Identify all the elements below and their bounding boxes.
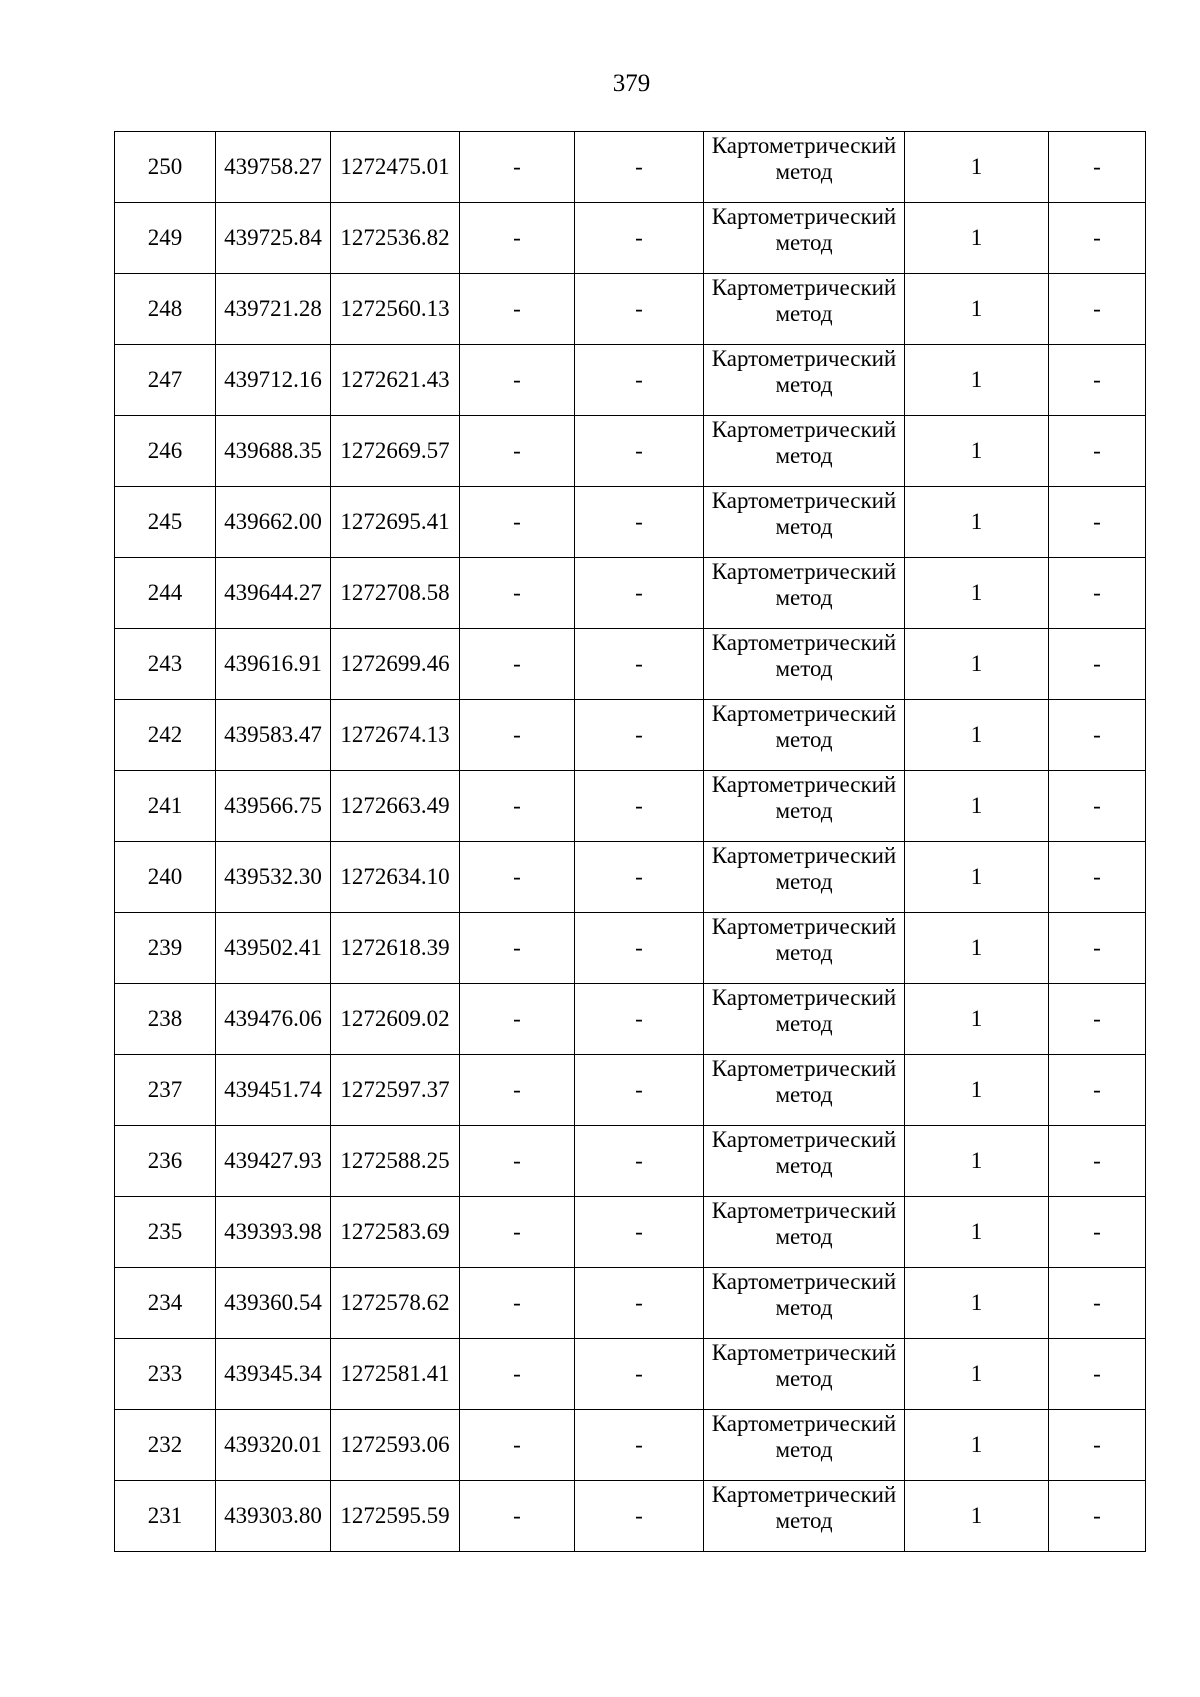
column-8-cell: - bbox=[1049, 1410, 1146, 1481]
x-coordinate-cell: 439320.01 bbox=[216, 1410, 331, 1481]
table-row bbox=[115, 1339, 1146, 1410]
column-8-cell: - bbox=[1049, 487, 1146, 558]
x-coordinate-cell: 439688.35 bbox=[216, 416, 331, 487]
point-number-cell: 236 bbox=[115, 1126, 216, 1197]
method-cell bbox=[704, 558, 905, 629]
accuracy-cell: 1 bbox=[905, 700, 1049, 771]
method-line-2: метод bbox=[775, 1366, 833, 1391]
method-line-2: метод bbox=[775, 1011, 833, 1036]
method-line-2: метод bbox=[775, 514, 833, 539]
x-coordinate-cell: 439393.98 bbox=[216, 1197, 331, 1268]
method-line-1: Картометрический bbox=[711, 914, 897, 939]
y-coordinate-cell: 1272581.41 bbox=[331, 1339, 460, 1410]
column-8-cell: - bbox=[1049, 1126, 1146, 1197]
column-8-cell: - bbox=[1049, 1268, 1146, 1339]
accuracy-cell: 1 bbox=[905, 1339, 1049, 1410]
y-coordinate-cell: 1272475.01 bbox=[331, 132, 460, 203]
point-number-cell: 246 bbox=[115, 416, 216, 487]
method-cell bbox=[704, 274, 905, 345]
accuracy-cell: 1 bbox=[905, 203, 1049, 274]
method-line-1: Картометрический bbox=[711, 630, 897, 655]
table-row bbox=[115, 771, 1146, 842]
method-line-2: метод bbox=[775, 1224, 833, 1249]
method-line-1: Картометрический bbox=[711, 346, 897, 371]
column-5-cell: - bbox=[575, 1481, 704, 1552]
y-coordinate-cell: 1272536.82 bbox=[331, 203, 460, 274]
y-coordinate-cell: 1272669.57 bbox=[331, 416, 460, 487]
method-line-1: Картометрический bbox=[711, 1340, 897, 1365]
method-line-1: Картометрический bbox=[711, 1127, 897, 1152]
point-number-cell: 233 bbox=[115, 1339, 216, 1410]
column-8-cell: - bbox=[1049, 1481, 1146, 1552]
column-8-cell: - bbox=[1049, 700, 1146, 771]
method-line-1: Картометрический bbox=[711, 559, 897, 584]
method-cell bbox=[704, 771, 905, 842]
x-coordinate-cell: 439644.27 bbox=[216, 558, 331, 629]
column-5-cell: - bbox=[575, 487, 704, 558]
column-4-cell: - bbox=[460, 1410, 575, 1481]
column-8-cell: - bbox=[1049, 416, 1146, 487]
column-4-cell: - bbox=[460, 203, 575, 274]
accuracy-cell: 1 bbox=[905, 416, 1049, 487]
column-5-cell: - bbox=[575, 416, 704, 487]
x-coordinate-cell: 439427.93 bbox=[216, 1126, 331, 1197]
method-cell bbox=[704, 1268, 905, 1339]
column-4-cell: - bbox=[460, 984, 575, 1055]
column-8-cell: - bbox=[1049, 274, 1146, 345]
y-coordinate-cell: 1272695.41 bbox=[331, 487, 460, 558]
accuracy-cell: 1 bbox=[905, 274, 1049, 345]
column-8-cell: - bbox=[1049, 984, 1146, 1055]
column-8-cell: - bbox=[1049, 132, 1146, 203]
y-coordinate-cell: 1272699.46 bbox=[331, 629, 460, 700]
method-cell bbox=[704, 1339, 905, 1410]
x-coordinate-cell: 439616.91 bbox=[216, 629, 331, 700]
point-number-cell: 244 bbox=[115, 558, 216, 629]
column-5-cell: - bbox=[575, 1410, 704, 1481]
method-line-1: Картометрический bbox=[711, 488, 897, 513]
method-cell bbox=[704, 203, 905, 274]
method-line-2: метод bbox=[775, 1295, 833, 1320]
column-5-cell: - bbox=[575, 1268, 704, 1339]
y-coordinate-cell: 1272674.13 bbox=[331, 700, 460, 771]
table-row bbox=[115, 1268, 1146, 1339]
column-5-cell: - bbox=[575, 1055, 704, 1126]
column-8-cell: - bbox=[1049, 913, 1146, 984]
column-4-cell: - bbox=[460, 1126, 575, 1197]
x-coordinate-cell: 439758.27 bbox=[216, 132, 331, 203]
method-line-1: Картометрический bbox=[711, 1056, 897, 1081]
method-line-1: Картометрический bbox=[711, 1198, 897, 1223]
column-4-cell: - bbox=[460, 558, 575, 629]
column-4-cell: - bbox=[460, 700, 575, 771]
method-line-2: метод bbox=[775, 1437, 833, 1462]
table-row bbox=[115, 132, 1146, 203]
table-row bbox=[115, 487, 1146, 558]
method-line-1: Картометрический bbox=[711, 133, 897, 158]
method-line-1: Картометрический bbox=[711, 701, 897, 726]
accuracy-cell: 1 bbox=[905, 1481, 1049, 1552]
y-coordinate-cell: 1272634.10 bbox=[331, 842, 460, 913]
accuracy-cell: 1 bbox=[905, 1055, 1049, 1126]
x-coordinate-cell: 439303.80 bbox=[216, 1481, 331, 1552]
column-5-cell: - bbox=[575, 629, 704, 700]
column-4-cell: - bbox=[460, 345, 575, 416]
method-line-2: метод bbox=[775, 159, 833, 184]
accuracy-cell: 1 bbox=[905, 487, 1049, 558]
x-coordinate-cell: 439725.84 bbox=[216, 203, 331, 274]
column-5-cell: - bbox=[575, 1126, 704, 1197]
method-line-2: метод bbox=[775, 1153, 833, 1178]
method-cell bbox=[704, 1481, 905, 1552]
table-row bbox=[115, 1197, 1146, 1268]
column-8-cell: - bbox=[1049, 345, 1146, 416]
column-5-cell: - bbox=[575, 1339, 704, 1410]
point-number-cell: 250 bbox=[115, 132, 216, 203]
x-coordinate-cell: 439662.00 bbox=[216, 487, 331, 558]
column-4-cell: - bbox=[460, 1339, 575, 1410]
method-line-2: метод bbox=[775, 1508, 833, 1533]
column-8-cell: - bbox=[1049, 203, 1146, 274]
column-8-cell: - bbox=[1049, 629, 1146, 700]
method-cell bbox=[704, 984, 905, 1055]
method-line-1: Картометрический bbox=[711, 843, 897, 868]
method-cell bbox=[704, 913, 905, 984]
column-8-cell: - bbox=[1049, 842, 1146, 913]
column-5-cell: - bbox=[575, 700, 704, 771]
column-8-cell: - bbox=[1049, 771, 1146, 842]
accuracy-cell: 1 bbox=[905, 1410, 1049, 1481]
accuracy-cell: 1 bbox=[905, 629, 1049, 700]
point-number-cell: 247 bbox=[115, 345, 216, 416]
table-row bbox=[115, 203, 1146, 274]
column-4-cell: - bbox=[460, 416, 575, 487]
coordinates-table bbox=[114, 131, 1146, 1552]
method-line-2: метод bbox=[775, 372, 833, 397]
point-number-cell: 241 bbox=[115, 771, 216, 842]
table-row bbox=[115, 416, 1146, 487]
column-5-cell: - bbox=[575, 1197, 704, 1268]
y-coordinate-cell: 1272560.13 bbox=[331, 274, 460, 345]
accuracy-cell: 1 bbox=[905, 132, 1049, 203]
table-row bbox=[115, 913, 1146, 984]
point-number-cell: 239 bbox=[115, 913, 216, 984]
column-5-cell: - bbox=[575, 203, 704, 274]
method-line-2: метод bbox=[775, 230, 833, 255]
column-5-cell: - bbox=[575, 842, 704, 913]
point-number-cell: 242 bbox=[115, 700, 216, 771]
method-line-1: Картометрический bbox=[711, 985, 897, 1010]
method-cell bbox=[704, 345, 905, 416]
method-line-2: метод bbox=[775, 443, 833, 468]
column-4-cell: - bbox=[460, 913, 575, 984]
method-cell bbox=[704, 1410, 905, 1481]
column-5-cell: - bbox=[575, 132, 704, 203]
accuracy-cell: 1 bbox=[905, 1268, 1049, 1339]
column-5-cell: - bbox=[575, 274, 704, 345]
table-row bbox=[115, 558, 1146, 629]
method-cell bbox=[704, 132, 905, 203]
method-cell bbox=[704, 1055, 905, 1126]
y-coordinate-cell: 1272618.39 bbox=[331, 913, 460, 984]
method-cell bbox=[704, 842, 905, 913]
method-line-1: Картометрический bbox=[711, 204, 897, 229]
method-line-1: Картометрический bbox=[711, 1482, 897, 1507]
accuracy-cell: 1 bbox=[905, 558, 1049, 629]
table-row bbox=[115, 1126, 1146, 1197]
method-line-1: Картометрический bbox=[711, 417, 897, 442]
accuracy-cell: 1 bbox=[905, 913, 1049, 984]
column-8-cell: - bbox=[1049, 1197, 1146, 1268]
column-8-cell: - bbox=[1049, 558, 1146, 629]
point-number-cell: 237 bbox=[115, 1055, 216, 1126]
point-number-cell: 232 bbox=[115, 1410, 216, 1481]
point-number-cell: 249 bbox=[115, 203, 216, 274]
y-coordinate-cell: 1272583.69 bbox=[331, 1197, 460, 1268]
y-coordinate-cell: 1272588.25 bbox=[331, 1126, 460, 1197]
method-cell bbox=[704, 629, 905, 700]
x-coordinate-cell: 439532.30 bbox=[216, 842, 331, 913]
x-coordinate-cell: 439345.34 bbox=[216, 1339, 331, 1410]
y-coordinate-cell: 1272708.58 bbox=[331, 558, 460, 629]
accuracy-cell: 1 bbox=[905, 1197, 1049, 1268]
table-row bbox=[115, 629, 1146, 700]
column-4-cell: - bbox=[460, 771, 575, 842]
method-line-2: метод bbox=[775, 869, 833, 894]
x-coordinate-cell: 439712.16 bbox=[216, 345, 331, 416]
table-row bbox=[115, 345, 1146, 416]
x-coordinate-cell: 439360.54 bbox=[216, 1268, 331, 1339]
x-coordinate-cell: 439476.06 bbox=[216, 984, 331, 1055]
method-cell bbox=[704, 487, 905, 558]
point-number-cell: 240 bbox=[115, 842, 216, 913]
accuracy-cell: 1 bbox=[905, 1126, 1049, 1197]
column-4-cell: - bbox=[460, 1481, 575, 1552]
y-coordinate-cell: 1272597.37 bbox=[331, 1055, 460, 1126]
method-line-1: Картометрический bbox=[711, 772, 897, 797]
column-8-cell: - bbox=[1049, 1339, 1146, 1410]
column-4-cell: - bbox=[460, 487, 575, 558]
table-row bbox=[115, 274, 1146, 345]
method-line-1: Картометрический bbox=[711, 275, 897, 300]
point-number-cell: 235 bbox=[115, 1197, 216, 1268]
x-coordinate-cell: 439502.41 bbox=[216, 913, 331, 984]
point-number-cell: 248 bbox=[115, 274, 216, 345]
accuracy-cell: 1 bbox=[905, 771, 1049, 842]
y-coordinate-cell: 1272609.02 bbox=[331, 984, 460, 1055]
accuracy-cell: 1 bbox=[905, 842, 1049, 913]
accuracy-cell: 1 bbox=[905, 984, 1049, 1055]
column-5-cell: - bbox=[575, 771, 704, 842]
y-coordinate-cell: 1272578.62 bbox=[331, 1268, 460, 1339]
table-row bbox=[115, 700, 1146, 771]
column-4-cell: - bbox=[460, 629, 575, 700]
y-coordinate-cell: 1272663.49 bbox=[331, 771, 460, 842]
method-cell bbox=[704, 700, 905, 771]
method-line-2: метод bbox=[775, 798, 833, 823]
column-4-cell: - bbox=[460, 842, 575, 913]
y-coordinate-cell: 1272593.06 bbox=[331, 1410, 460, 1481]
column-5-cell: - bbox=[575, 913, 704, 984]
table-row bbox=[115, 842, 1146, 913]
method-line-1: Картометрический bbox=[711, 1269, 897, 1294]
column-4-cell: - bbox=[460, 274, 575, 345]
point-number-cell: 245 bbox=[115, 487, 216, 558]
y-coordinate-cell: 1272621.43 bbox=[331, 345, 460, 416]
column-4-cell: - bbox=[460, 132, 575, 203]
method-cell bbox=[704, 416, 905, 487]
accuracy-cell: 1 bbox=[905, 345, 1049, 416]
method-cell bbox=[704, 1197, 905, 1268]
column-4-cell: - bbox=[460, 1197, 575, 1268]
column-4-cell: - bbox=[460, 1055, 575, 1126]
x-coordinate-cell: 439451.74 bbox=[216, 1055, 331, 1126]
method-line-2: метод bbox=[775, 656, 833, 681]
point-number-cell: 238 bbox=[115, 984, 216, 1055]
method-line-2: метод bbox=[775, 1082, 833, 1107]
method-cell bbox=[704, 1126, 905, 1197]
method-line-2: метод bbox=[775, 940, 833, 965]
table-body bbox=[115, 132, 1146, 1552]
y-coordinate-cell: 1272595.59 bbox=[331, 1481, 460, 1552]
table-row bbox=[115, 1055, 1146, 1126]
column-5-cell: - bbox=[575, 984, 704, 1055]
table-row bbox=[115, 1410, 1146, 1481]
column-8-cell: - bbox=[1049, 1055, 1146, 1126]
page-number: 379 bbox=[612, 70, 651, 97]
column-5-cell: - bbox=[575, 345, 704, 416]
point-number-cell: 231 bbox=[115, 1481, 216, 1552]
column-5-cell: - bbox=[575, 558, 704, 629]
method-line-2: метод bbox=[775, 301, 833, 326]
x-coordinate-cell: 439583.47 bbox=[216, 700, 331, 771]
x-coordinate-cell: 439721.28 bbox=[216, 274, 331, 345]
x-coordinate-cell: 439566.75 bbox=[216, 771, 331, 842]
method-line-2: метод bbox=[775, 727, 833, 752]
table-row bbox=[115, 1481, 1146, 1552]
method-line-1: Картометрический bbox=[711, 1411, 897, 1436]
column-4-cell: - bbox=[460, 1268, 575, 1339]
table-row bbox=[115, 984, 1146, 1055]
point-number-cell: 243 bbox=[115, 629, 216, 700]
method-line-2: метод bbox=[775, 585, 833, 610]
point-number-cell: 234 bbox=[115, 1268, 216, 1339]
